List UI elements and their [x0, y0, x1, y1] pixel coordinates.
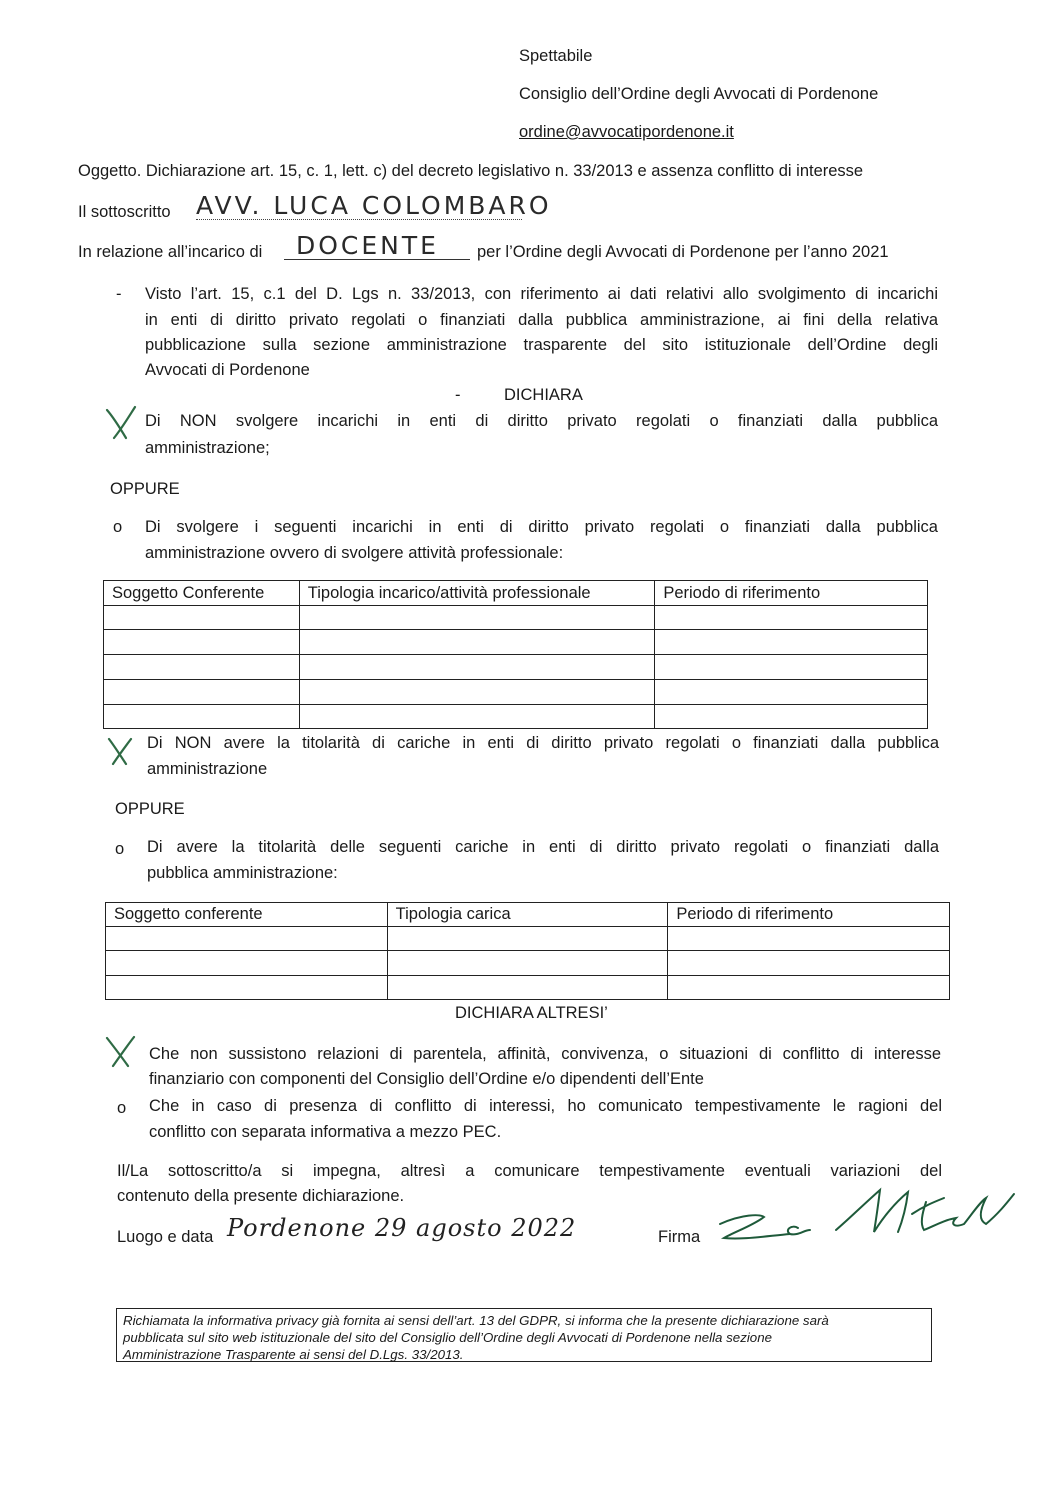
assignment-prefix: In relazione all’incarico di	[78, 243, 263, 261]
table-cell[interactable]	[104, 606, 300, 630]
or-label-2: OPPURE	[115, 800, 185, 818]
table-header-cell: Periodo di riferimento	[668, 903, 950, 927]
privacy-note-line: pubblicata sul sito web istituzionale del sito del Consiglio dell’Ordine degli Avvocati di Pordenone nella sezione	[123, 1329, 772, 1345]
table-cell[interactable]	[104, 630, 300, 655]
table-cell[interactable]	[387, 951, 668, 976]
premise-bullet: -	[116, 285, 122, 303]
option6-line-2: conflitto con separata informativa a mezzo PEC.	[149, 1123, 502, 1141]
cariche-table	[105, 902, 950, 1000]
option2-bullet: o	[113, 518, 123, 536]
declare-also-heading: DICHIARA ALTRESI’	[455, 1004, 608, 1022]
recipient-email[interactable]: ordine@avvocatipordenone.it	[519, 123, 734, 141]
table-row	[106, 951, 950, 976]
option4-bullet: o	[115, 840, 125, 858]
option6-bullet: o	[117, 1099, 127, 1117]
signer-label: Il sottoscritto	[78, 203, 171, 221]
table-cell[interactable]	[387, 976, 668, 1000]
table-cell[interactable]	[299, 606, 655, 630]
recipient-name: Consiglio dell’Ordine degli Avvocati di Pordenone	[519, 85, 879, 103]
recipient-salutation: Spettabile	[519, 47, 593, 65]
commitment-line-2: contenuto della presente dichiarazione.	[117, 1187, 405, 1205]
table-row	[104, 655, 928, 680]
table-cell[interactable]	[104, 705, 300, 729]
commitment-line-1: Il/La sottoscritto/a si impegna, altresì a comunicare tempestivamente eventuali variazioni del	[117, 1162, 942, 1180]
table-header-cell: Tipologia carica	[387, 903, 668, 927]
table-header-cell: Soggetto Conferente	[104, 581, 300, 606]
premise-line-3: pubblicazione sulla sezione amministrazione trasparente del sito istituzionale dell’Ordine degli	[145, 336, 938, 354]
assignment-value-handwritten: DOCENTE	[296, 231, 439, 260]
declare-bullet: -	[455, 386, 461, 404]
subject-line: Oggetto. Dichiarazione art. 15, c. 1, lett. c) del decreto legislativo n. 33/2013 e assenza conflitto di interesse	[78, 162, 864, 180]
option1-line-2: amministrazione;	[145, 439, 270, 457]
table-cell[interactable]	[668, 976, 950, 1000]
premise-line-1: Visto l’art. 15, c.1 del D. Lgs n. 33/2013, con riferimento ai dati relativi allo svolgimento di incarichi	[145, 285, 938, 303]
table-cell[interactable]	[655, 705, 928, 729]
privacy-note	[116, 1308, 932, 1362]
premise-line-4: Avvocati di Pordenone	[145, 361, 310, 379]
privacy-note-line: Amministrazione Trasparente ai sensi del D.Lgs. 33/2013.	[123, 1346, 464, 1362]
option3-line-1: Di NON avere la titolarità di cariche in enti di diritto privato regolati o finanziati dalla pubblica	[147, 734, 939, 752]
signer-name-handwritten: AVV. LUCA COLOMBARO	[196, 191, 552, 220]
signature-label: Firma	[658, 1228, 701, 1246]
privacy-note-line: Richiamata la informativa privacy già fornita ai sensi dell’art. 13 del GDPR, si informa che la presente dichiarazione sarà	[123, 1313, 829, 1328]
table-row	[106, 927, 950, 951]
table-cell[interactable]	[655, 655, 928, 680]
table-cell[interactable]	[387, 927, 668, 951]
checkmark-x-icon	[104, 1034, 138, 1070]
table-cell[interactable]	[299, 630, 655, 655]
table-row	[104, 606, 928, 630]
table-row	[104, 630, 928, 655]
signer-underline	[196, 219, 522, 220]
table-header-cell: Soggetto conferente	[106, 903, 388, 927]
table-row	[106, 976, 950, 1000]
table-cell[interactable]	[104, 680, 300, 705]
table-row	[104, 705, 928, 729]
option6-line-1: Che in caso di presenza di conflitto di interessi, ho comunicato tempestivamente le ragioni del	[149, 1097, 942, 1115]
or-label-1: OPPURE	[110, 480, 180, 498]
option4-line-2: pubblica amministrazione:	[147, 864, 338, 882]
checkmark-x-icon	[106, 735, 134, 767]
table-cell[interactable]	[106, 927, 388, 951]
table-cell[interactable]	[106, 976, 388, 1000]
premise-line-2: in enti di diritto privato regolati o finanziati dalla pubblica amministrazione, ai fini della relativa	[145, 311, 938, 329]
checkmark-x-icon	[104, 404, 138, 442]
option5-line-1: Che non sussistono relazioni di parentela, affinità, convivenza, o situazioni di conflitto di interesse	[149, 1045, 941, 1063]
table-cell[interactable]	[655, 630, 928, 655]
table-header-row	[104, 581, 928, 606]
place-date-label: Luogo e data	[117, 1228, 214, 1246]
table-header-cell: Periodo di riferimento	[655, 581, 928, 606]
declare-heading: DICHIARA	[504, 386, 583, 404]
table-header-row	[106, 903, 950, 927]
option5-line-2: finanziario con componenti del Consiglio dell’Ordine e/o dipendenti dell’Ente	[149, 1070, 704, 1088]
option1-line-1: Di NON svolgere incarichi in enti di diritto privato regolati o finanziati dalla pubblica	[145, 412, 938, 430]
table-header-cell: Tipologia incarico/attività professionale	[299, 581, 655, 606]
table-cell[interactable]	[299, 705, 655, 729]
table-cell[interactable]	[104, 655, 300, 680]
place-date-handwritten: Pordenone 29 agosto 2022	[227, 1214, 577, 1242]
table-cell[interactable]	[668, 927, 950, 951]
table-cell[interactable]	[655, 606, 928, 630]
table-cell[interactable]	[655, 680, 928, 705]
option4-line-1: Di avere la titolarità delle seguenti cariche in enti di diritto privato regolati o finanziati dalla	[147, 838, 939, 856]
table-cell[interactable]	[106, 951, 388, 976]
table-cell[interactable]	[299, 680, 655, 705]
table-row	[104, 680, 928, 705]
assignment-suffix: per l’Ordine degli Avvocati di Pordenone per l’anno 2021	[477, 243, 889, 261]
option2-line-2: amministrazione ovvero di svolgere attività professionale:	[145, 544, 564, 562]
assignment-underline	[284, 259, 470, 260]
option3-line-2: amministrazione	[147, 760, 268, 778]
table-cell[interactable]	[299, 655, 655, 680]
incarichi-table	[103, 580, 928, 729]
table-cell[interactable]	[668, 951, 950, 976]
signature-icon	[712, 1184, 1022, 1252]
option2-line-1: Di svolgere i seguenti incarichi in enti di diritto privato regolati o finanziati dalla pubblica	[145, 518, 938, 536]
